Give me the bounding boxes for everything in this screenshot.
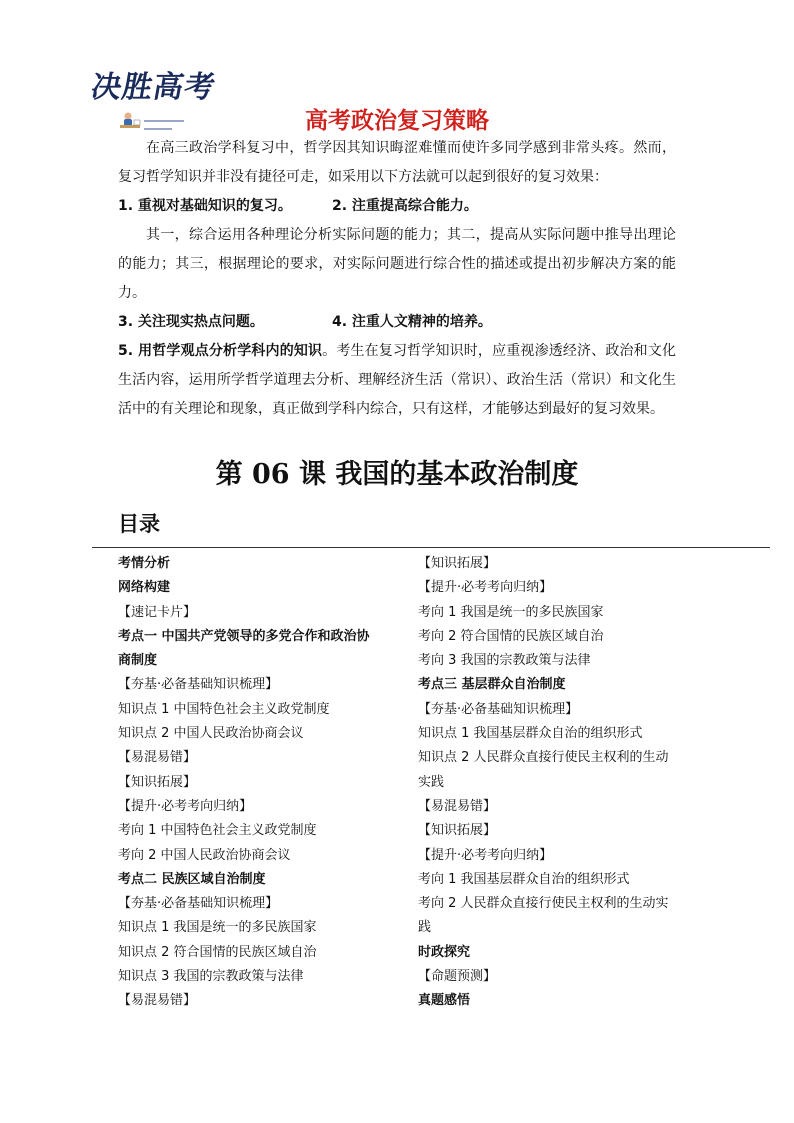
toc-item[interactable]: 【易混易错】 <box>118 750 197 766</box>
toc-item[interactable]: 知识点 1 我国基层群众自治的组织形式 <box>418 726 643 742</box>
logo-text: 决胜高考 <box>88 70 219 105</box>
toc-item[interactable]: 考向 2 中国人民政治协商会议 <box>118 847 291 863</box>
toc-item[interactable]: 考向 1 我国是统一的多民族国家 <box>418 604 604 620</box>
toc-item[interactable]: 考向 3 我国的宗教政策与法律 <box>418 653 591 669</box>
tip-body: 。考生在复习哲学知识时，应重视渗透经济、政治和文化生活内容，运用所学哲学道理去分析、理解经济生活（常识）、政治生活（常识）和文化生活中的有关理论和现象，真正做到学科内综合，只有这样，才能够达到最好的复习效果。 <box>118 343 676 417</box>
toc-item[interactable]: 【易混易错】 <box>118 993 197 1009</box>
page-title: 高考政治复习策略 <box>305 108 489 134</box>
toc-item[interactable]: 【知识拓展】 <box>118 774 197 790</box>
toc-column-left <box>118 552 380 1014</box>
toc-item[interactable]: 考向 1 中国特色社会主义政党制度 <box>118 823 317 839</box>
toc-item[interactable]: 知识点 1 我国是统一的多民族国家 <box>118 920 317 936</box>
toc-item[interactable]: 【易混易错】 <box>418 798 497 814</box>
tip-heading: 2. 注重提高综合能力。 <box>332 198 478 214</box>
toc-item[interactable]: 考向 2 符合国情的民族区域自治 <box>418 628 604 644</box>
toc-divider <box>92 547 770 548</box>
toc-item[interactable]: 知识点 2 中国人民政治协商会议 <box>118 726 304 742</box>
toc-item[interactable]: 【夯基·必备基础知识梳理】 <box>418 701 579 717</box>
toc-column-right <box>418 552 680 1014</box>
tips-row <box>118 192 676 221</box>
toc-item[interactable]: 考向 1 我国基层群众自治的组织形式 <box>418 871 630 887</box>
intro-section <box>118 134 676 424</box>
toc-item[interactable]: 【速记卡片】 <box>118 604 197 620</box>
toc-item[interactable]: 【夯基·必备基础知识梳理】 <box>118 677 279 693</box>
toc-item[interactable]: 考情分析 <box>118 556 171 571</box>
toc-item[interactable]: 考点二 民族区域自治制度 <box>118 871 266 887</box>
toc-item[interactable]: 知识点 3 我国的宗教政策与法律 <box>118 969 304 985</box>
toc-item[interactable]: 知识点 2 人民群众直接行使民主权利的生动实践 <box>418 750 669 790</box>
toc-item[interactable]: 知识点 1 中国特色社会主义政党制度 <box>118 701 330 717</box>
toc-item[interactable]: 【知识拓展】 <box>418 823 497 839</box>
tips-row <box>118 308 676 337</box>
toc-item[interactable]: 知识点 2 符合国情的民族区域自治 <box>118 944 317 960</box>
toc-item[interactable]: 网络构建 <box>118 580 171 596</box>
tip-heading: 5. 用哲学观点分析学科内的知识 <box>118 343 323 359</box>
toc-item[interactable]: 【提升·必考考向归纳】 <box>418 580 553 596</box>
intro-paragraph: 其一，综合运用各种理论分析实际问题的能力；其二，提高从实际问题中推导出理论的能力；其三，根据理论的要求，对实际问题进行综合性的描述或提出初步解决方案的能力。 <box>118 227 676 301</box>
intro-paragraph: 在高三政治学科复习中，哲学因其知识晦涩难懂而使许多同学感到非常头疼。然而，复习哲学知识并非没有捷径可走，如采用以下方法就可以起到很好的复习效果： <box>118 140 676 185</box>
toc-item[interactable]: 考点三 基层群众自治制度 <box>418 677 566 693</box>
tip-heading: 4. 注重人文精神的培养。 <box>332 314 492 330</box>
lesson-title: 第 06 课 我国的基本政治制度 <box>215 459 579 490</box>
toc-item[interactable]: 【知识拓展】 <box>418 556 497 571</box>
toc-item[interactable]: 【夯基·必备基础知识梳理】 <box>118 896 279 912</box>
toc-item[interactable]: 考点一 中国共产党领导的多党合作和政治协商制度 <box>118 628 370 669</box>
toc-item[interactable]: 【提升·必考考向归纳】 <box>118 798 253 814</box>
toc-item[interactable]: 时政探究 <box>418 944 471 960</box>
intro-paragraph <box>118 337 676 424</box>
tip-heading: 1. 重视对基础知识的复习。 <box>118 198 292 214</box>
tip-heading: 3. 关注现实热点问题。 <box>118 314 264 330</box>
toc-item[interactable]: 【提升·必考考向归纳】 <box>418 847 553 863</box>
toc-item[interactable]: 考向 2 人民群众直接行使民主权利的生动实践 <box>418 896 669 936</box>
toc-item[interactable]: 真题感悟 <box>418 993 471 1009</box>
toc-item[interactable]: 【命题预测】 <box>418 969 497 985</box>
toc-heading: 目录 <box>118 512 160 536</box>
